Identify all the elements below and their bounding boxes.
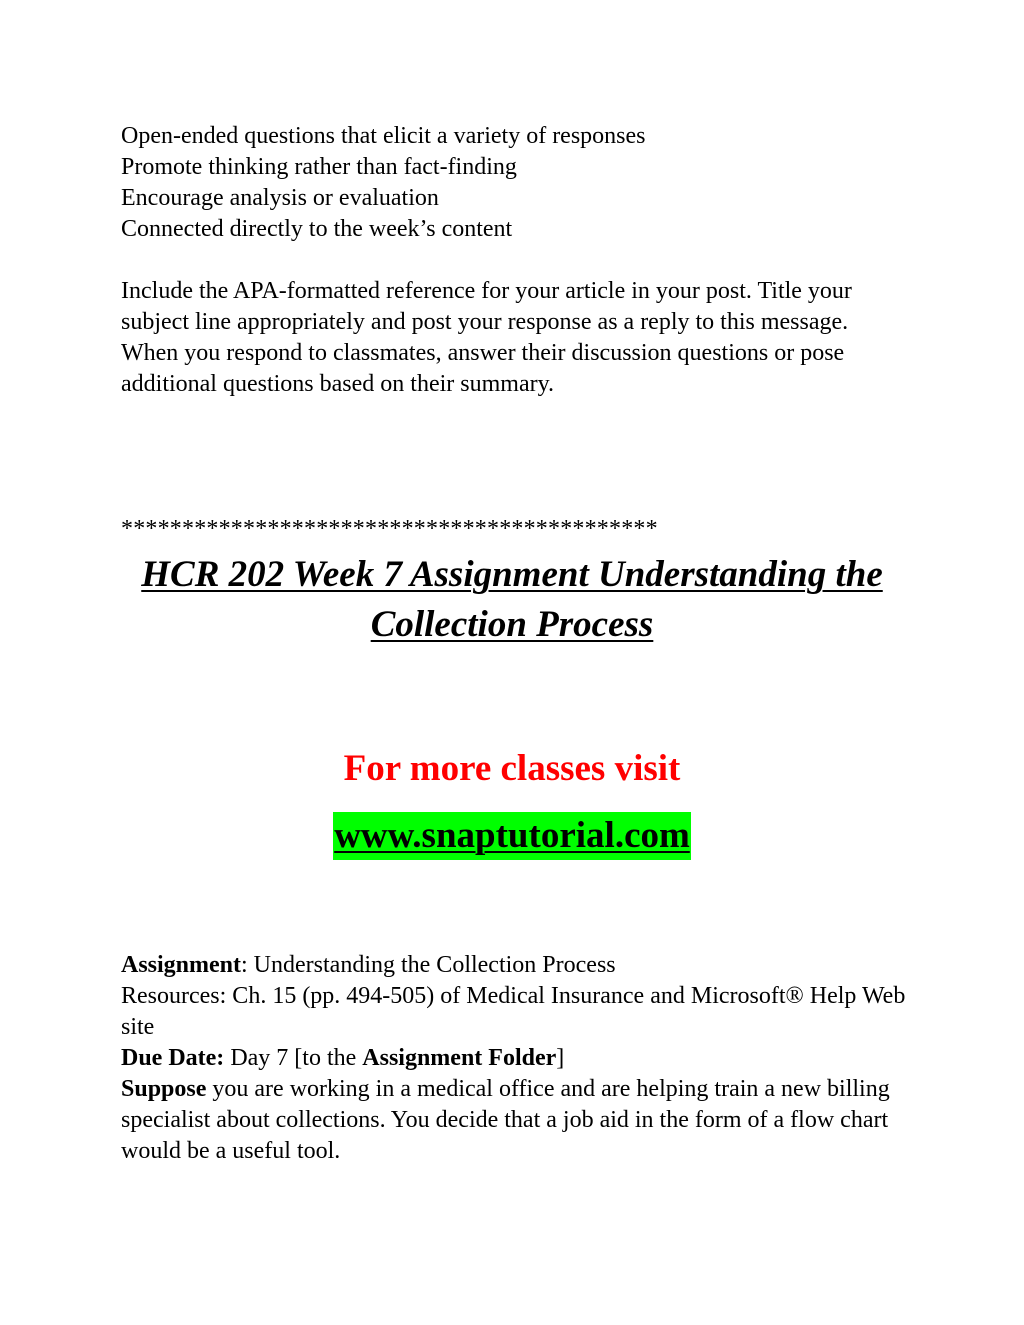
instructions (121, 276, 911, 400)
promo-link-wrap (0, 812, 1024, 860)
assignment-details (121, 950, 911, 1167)
assignment-value: : Understanding the Collection Process (241, 952, 616, 978)
assignment-label: Assignment (121, 952, 242, 978)
assignment-folder-label: Assignment Folder (362, 1045, 557, 1071)
criteria-item: Open-ended questions that elicit a variety of responses (121, 123, 646, 149)
criteria-item: Connected directly to the week’s content (121, 216, 513, 242)
resources-line: Resources: Ch. 15 (pp. 494-505) of Medical Insurance and Microsoft® Help Web site (121, 983, 906, 1040)
scenario-text: you are working in a medical office and are helping train a new billing specialist about collections. You decide that a job aid in the form of a flow chart would be a useful tool. (121, 1076, 890, 1164)
promo-text: For more classes visit (343, 748, 681, 789)
suppose-label: Suppose (121, 1076, 207, 1102)
due-date-close: ] (556, 1045, 565, 1071)
scenario-paragraph (121, 1074, 911, 1167)
assignment-line (121, 950, 911, 981)
due-date-value: Day 7 [to the (224, 1045, 363, 1071)
due-date-line (121, 1043, 911, 1074)
website-link[interactable]: www.snaptutorial.com (333, 812, 691, 860)
instructions-respond-paragraph: When you respond to classmates, answer their discussion questions or pose additional questions based on their summary. (121, 340, 845, 397)
instructions-reference-paragraph: Include the APA-formatted reference for your article in your post. Title your subject line appropriately and post your response as a reply to this message. (121, 278, 852, 335)
criteria-item: Encourage analysis or evaluation (121, 185, 439, 211)
criteria-item: Promote thinking rather than fact-finding (121, 154, 517, 180)
criteria-list (121, 121, 911, 245)
separator: ******************************************** (121, 516, 658, 542)
page-title: HCR 202 Week 7 Assignment Understanding the Collection Process (141, 554, 883, 645)
due-date-label: Due Date: (121, 1045, 225, 1071)
